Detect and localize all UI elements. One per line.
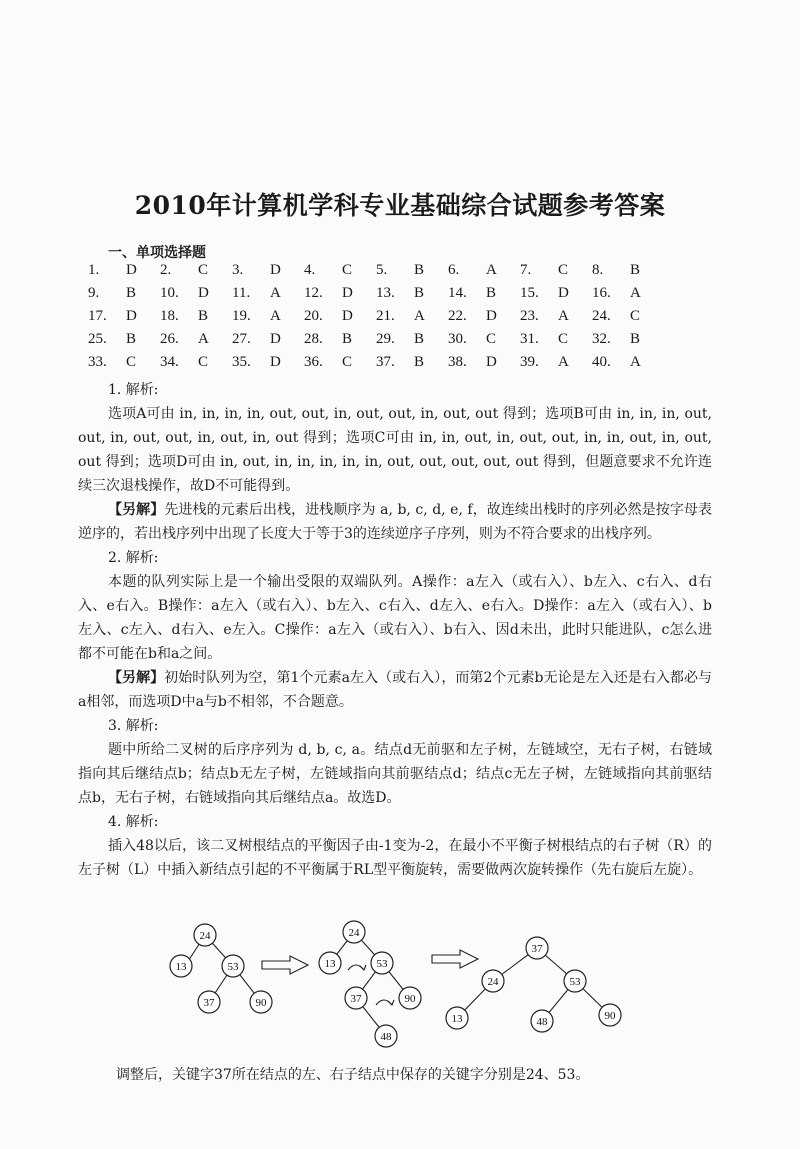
answer-choice: D — [486, 308, 497, 324]
tree-node: 48 — [380, 1031, 392, 1043]
answer-choice: B — [198, 308, 209, 324]
answer-cell — [88, 308, 160, 331]
answer-cell — [160, 354, 232, 377]
answer-cell — [448, 285, 520, 308]
tree-node: 13 — [324, 958, 336, 970]
answer-choice: D — [270, 354, 281, 370]
answer-choice: A — [630, 354, 641, 370]
answer-row — [88, 285, 688, 308]
question-number: 12. — [304, 285, 323, 301]
tree-node: 13 — [175, 961, 187, 973]
answer-choice: D — [342, 308, 353, 324]
answer-choice: B — [126, 331, 137, 347]
alt-tag: 【另解】 — [108, 670, 165, 686]
answer-choice: C — [630, 308, 641, 324]
answer-cell — [592, 262, 664, 285]
question-number: 26. — [160, 331, 179, 347]
question-number: 35. — [232, 354, 251, 370]
answer-choice: D — [126, 308, 137, 324]
answer-choice: A — [270, 285, 281, 301]
answer-cell — [448, 354, 520, 377]
question-number: 22. — [448, 308, 467, 324]
answer-cell — [592, 331, 664, 354]
answer-choice: B — [414, 262, 425, 278]
question-number: 18. — [160, 308, 179, 324]
page-title: 2010年计算机学科专业基础综合试题参考答案 — [134, 191, 666, 220]
tree-node: 24 — [348, 927, 360, 939]
answer-cell — [448, 308, 520, 331]
answer-cell — [448, 331, 520, 354]
answer-choice: C — [198, 354, 209, 370]
q1-alt — [78, 498, 712, 546]
answer-choice: D — [126, 262, 137, 278]
answer-cell — [376, 262, 448, 285]
answer-choice: B — [630, 262, 641, 278]
answer-cell — [592, 285, 664, 308]
answer-choice: B — [414, 331, 425, 347]
answer-cell — [304, 262, 376, 285]
answer-choice: B — [342, 331, 353, 347]
answer-cell — [304, 354, 376, 377]
q2-alt-text: 初始时队列为空，第1个元素a左入（或右入），而第2个元素b无论是左入还是右入都必与a相邻，而选项D中a与b不相邻，不合题意。 — [78, 670, 712, 710]
answer-cell — [520, 262, 592, 285]
tree-node: 37 — [531, 943, 543, 955]
alt-tag: 【另解】 — [108, 502, 165, 518]
question-number: 31. — [520, 331, 539, 347]
answer-choice: A — [630, 285, 641, 301]
tree-node: 90 — [404, 993, 416, 1005]
answer-choice: D — [342, 285, 353, 301]
section-title: 一、单项选择题 — [108, 245, 206, 261]
question-number: 15. — [520, 285, 539, 301]
q1-alt-text: 先进栈的元素后出栈，进栈顺序为 a, b, c, d, e, f，故连续出栈时的序列必然是按字母表逆序的，若出栈序列中出现了长度大于等于3的连续逆序子序列，则为不符合要求的出栈序列。 — [78, 502, 713, 542]
question-number: 8. — [592, 262, 604, 278]
question-number: 3. — [232, 262, 244, 278]
answer-row — [88, 308, 688, 331]
tree-node: 24 — [487, 976, 499, 988]
answer-choice: A — [486, 262, 497, 278]
question-number: 27. — [232, 331, 251, 347]
answer-cell — [376, 331, 448, 354]
question-number: 28. — [304, 331, 323, 347]
answer-row — [88, 262, 688, 285]
answer-cell — [88, 354, 160, 377]
answer-choice: D — [198, 285, 209, 301]
answer-cell — [448, 262, 520, 285]
q2-alt — [78, 666, 712, 714]
answer-grid — [88, 262, 688, 377]
question-number: 36. — [304, 354, 323, 370]
answer-choice: D — [270, 331, 281, 347]
answer-cell — [88, 285, 160, 308]
tree-node: 37 — [350, 993, 362, 1005]
question-number: 9. — [88, 285, 100, 301]
question-number: 38. — [448, 354, 467, 370]
question-number: 14. — [448, 285, 467, 301]
answer-cell — [304, 308, 376, 331]
question-number: 5. — [376, 262, 388, 278]
question-number: 2. — [160, 262, 172, 278]
question-number: 19. — [232, 308, 251, 324]
tree-node: 90 — [255, 997, 267, 1009]
question-number: 34. — [160, 354, 179, 370]
answer-choice: B — [126, 285, 137, 301]
question-number: 4. — [304, 262, 316, 278]
question-number: 29. — [376, 331, 395, 347]
q4-explanation: 插入48以后，该二叉树根结点的平衡因子由-1变为-2，在最小不平衡子树根结点的右子树（R）的左子树（L）中插入新结点引起的不平衡属于RL型平衡旋转，需要做两次旋转操作（先右旋后左旋）。 — [78, 838, 712, 878]
tree-node: 24 — [199, 930, 211, 942]
answer-cell — [232, 354, 304, 377]
question-number: 6. — [448, 262, 460, 278]
answer-cell — [520, 331, 592, 354]
answer-cell — [592, 308, 664, 331]
tree-node: 37 — [203, 997, 215, 1009]
answer-choice: C — [486, 331, 497, 347]
answer-cell — [88, 331, 160, 354]
answer-cell — [304, 331, 376, 354]
answer-choice: C — [198, 262, 209, 278]
answer-choice: C — [126, 354, 137, 370]
tree-node: 53 — [227, 961, 239, 973]
tree-node: 53 — [376, 958, 388, 970]
tree-node: 48 — [536, 1016, 548, 1028]
q3-heading: 3. 解析: — [108, 718, 159, 734]
question-number: 32. — [592, 331, 611, 347]
answer-cell — [304, 285, 376, 308]
answer-choice: D — [486, 354, 497, 370]
answer-choice: C — [558, 262, 569, 278]
question-number: 33. — [88, 354, 107, 370]
answer-cell — [232, 331, 304, 354]
answer-cell — [160, 262, 232, 285]
question-number: 39. — [520, 354, 539, 370]
answer-row — [88, 354, 688, 377]
question-number: 20. — [304, 308, 323, 324]
question-number: 21. — [376, 308, 395, 324]
answer-cell — [592, 354, 664, 377]
answer-cell — [376, 354, 448, 377]
answer-choice: B — [630, 331, 641, 347]
answer-cell — [88, 262, 160, 285]
answer-cell — [520, 354, 592, 377]
question-number: 30. — [448, 331, 467, 347]
q1-explanation: 选项A可由 in, in, in, in, out, out, in, out, out, in, out, out 得到；选项B可由 in, in, in, out, out, in, out, out, in, out, in, out 得到；选项C可由 in, in, out, in, out, out, in, in, out, in, out, out 得到；选项D可由 in, out, in, in, in, in, in, out, out, out, out, out 得到，但题意要求不允许连续三次退栈操作，故D不可能得到。 — [78, 406, 712, 494]
answer-choice: B — [414, 354, 425, 370]
q2-explanation: 本题的队列实际上是一个输出受限的双端队列。A操作：a左入（或右入）、b左入、c右入、d右入、e右入。B操作：a左入（或右入）、b左入、c右入、d左入、e右入。D操作：a左入（或右入）、b左入、c左入、d右入、e左入。C操作：a左入（或右入）、b右入、因d未出，此时只能进队，c怎么进都不可能在b和a之间。 — [78, 574, 712, 662]
answer-cell — [160, 285, 232, 308]
tree-node: 53 — [569, 976, 581, 988]
answer-choice: C — [558, 331, 569, 347]
avl-trees-svg — [150, 918, 650, 1068]
answer-choice: A — [558, 354, 569, 370]
q4-heading: 4. 解析: — [108, 814, 159, 830]
answer-choice: C — [342, 354, 353, 370]
answer-cell — [232, 262, 304, 285]
question-number: 10. — [160, 285, 179, 301]
answer-choice: A — [270, 308, 281, 324]
answer-choice: B — [414, 285, 425, 301]
answer-cell — [160, 308, 232, 331]
answer-cell — [232, 308, 304, 331]
answer-choice: D — [270, 262, 281, 278]
answer-choice: B — [486, 285, 497, 301]
tree-node: 13 — [451, 1013, 463, 1025]
answer-choice: A — [558, 308, 569, 324]
answer-cell — [376, 308, 448, 331]
answer-cell — [232, 285, 304, 308]
avl-rotation-diagram — [150, 918, 650, 1068]
question-number: 7. — [520, 262, 532, 278]
answer-cell — [160, 331, 232, 354]
answer-row — [88, 331, 688, 354]
question-number: 37. — [376, 354, 395, 370]
question-number: 13. — [376, 285, 395, 301]
q3-explanation: 题中所给二叉树的后序序列为 d, b, c, a。结点d无前驱和左子树，左链域空，无右子树，右链域指向其后继结点b；结点b无左子树，左链域指向其前驱结点d；结点c无左子树，左链域指向其前驱结点b，无右子树，右链域指向其后继结点a。故选D。 — [78, 742, 712, 806]
question-number: 16. — [592, 285, 611, 301]
question-number: 25. — [88, 331, 107, 347]
question-number: 40. — [592, 354, 611, 370]
answer-choice: A — [198, 331, 209, 347]
answer-choice: C — [342, 262, 353, 278]
tree-node: 90 — [604, 1010, 616, 1022]
answer-cell — [520, 285, 592, 308]
answer-cell — [376, 285, 448, 308]
answer-cell — [520, 308, 592, 331]
q1-heading: 1. 解析: — [108, 382, 159, 398]
question-number: 24. — [592, 308, 611, 324]
answer-choice: A — [414, 308, 425, 324]
conclusion-text: 调整后，关键字37所在结点的左、右子结点中保存的关键字分别是24、53。 — [116, 1067, 590, 1083]
answer-choice: D — [558, 285, 569, 301]
explanations — [78, 378, 712, 882]
q2-heading: 2. 解析: — [108, 550, 159, 566]
question-number: 23. — [520, 308, 539, 324]
question-number: 17. — [88, 308, 107, 324]
question-number: 11. — [232, 285, 251, 301]
question-number: 1. — [88, 262, 100, 278]
